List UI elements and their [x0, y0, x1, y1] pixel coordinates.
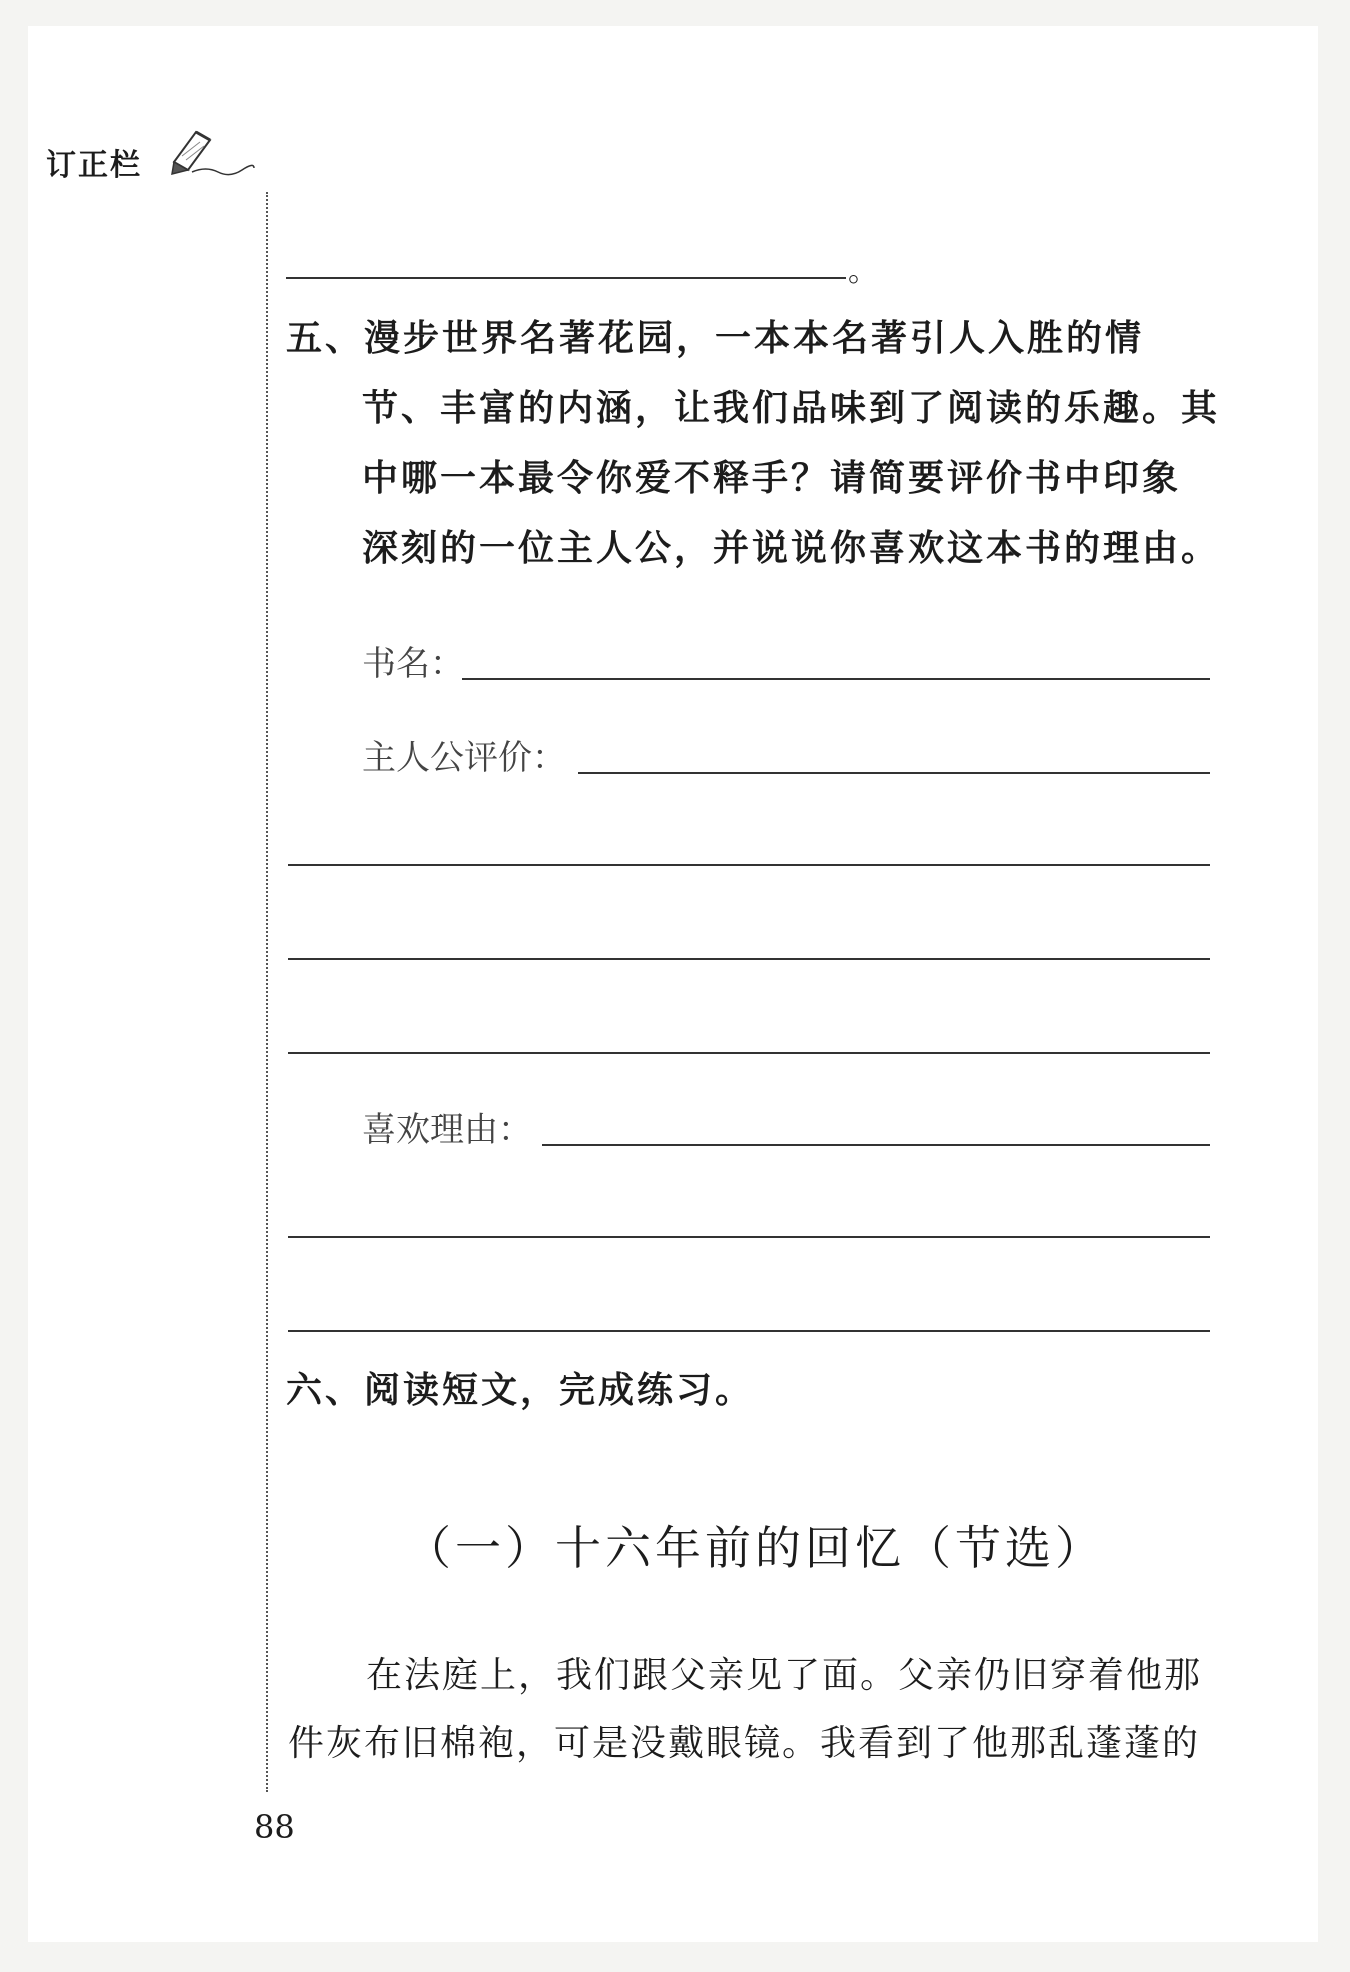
reason-blank[interactable] — [542, 1144, 1210, 1146]
protagonist-review-label: 主人公评价： — [362, 738, 566, 778]
book-title-blank[interactable] — [462, 678, 1210, 680]
question-6-heading: 六、阅读短文，完成练习。 — [286, 1370, 755, 1411]
question-5-line-2: 节、丰富的内涵，让我们品味到了阅读的乐趣。其 — [362, 388, 1221, 429]
question-5-line-1: 五、漫步世界名著花园，一本本名著引人入胜的情 — [286, 318, 1145, 359]
passage-line-1: 在法庭上，我们跟父亲见了面。父亲仍旧穿着他那 — [366, 1655, 1203, 1696]
period-mark: 。 — [848, 254, 878, 289]
correction-column-label: 订正栏 — [46, 148, 142, 183]
protagonist-review-line[interactable] — [288, 958, 1210, 960]
book-title-label: 书名： — [362, 644, 464, 684]
answer-line-top[interactable] — [286, 277, 846, 279]
question-5-line-3: 中哪一本最令你爱不释手？请简要评价书中印象 — [362, 458, 1182, 499]
question-5-line-4: 深刻的一位主人公，并说说你喜欢这本书的理由。 — [362, 528, 1221, 569]
pencil-icon — [166, 122, 256, 178]
passage-line-2: 件灰布旧棉袍，可是没戴眼镜。我看到了他那乱蓬蓬的 — [288, 1723, 1201, 1764]
protagonist-review-line[interactable] — [288, 1052, 1210, 1054]
reason-line[interactable] — [288, 1330, 1210, 1332]
reason-line[interactable] — [288, 1236, 1210, 1238]
protagonist-review-blank[interactable] — [578, 772, 1210, 774]
page-number: 88 — [254, 1808, 295, 1846]
passage-title: （一）十六年前的回忆（节选） — [405, 1521, 1105, 1575]
reason-label: 喜欢理由： — [362, 1110, 532, 1150]
protagonist-review-line[interactable] — [288, 864, 1210, 866]
